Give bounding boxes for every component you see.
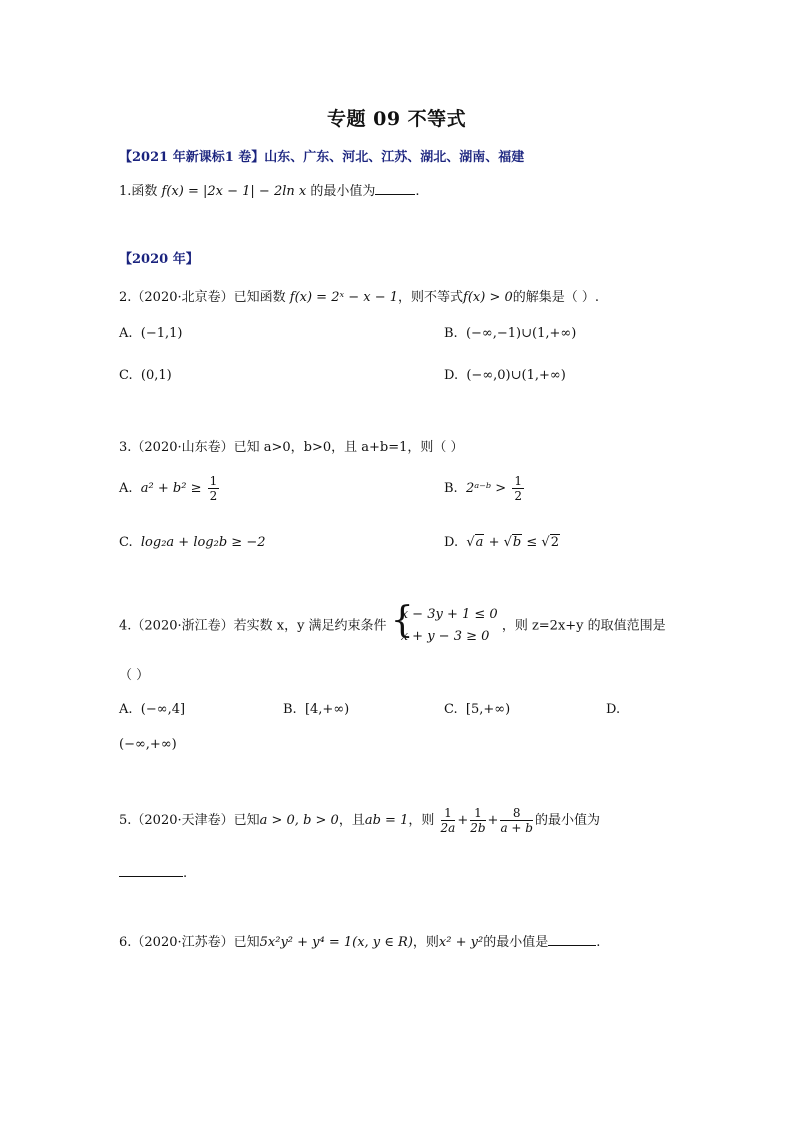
question-2-suffix: 的解集是（ ）. <box>512 290 600 305</box>
question-5-mid: ，且 <box>338 813 365 828</box>
question-2-option-d <box>444 368 566 383</box>
option-value: (−1,1) <box>140 326 183 341</box>
fraction-denominator: a + b <box>500 821 533 835</box>
option-label: C. <box>119 535 133 550</box>
fraction-denominator: 2b <box>470 821 486 835</box>
question-3-option-d <box>444 535 560 550</box>
question-2-option-a <box>119 326 183 341</box>
option-label: D. <box>444 535 459 550</box>
question-5 <box>119 806 600 835</box>
option-label: B. <box>283 702 297 717</box>
page-title: 专题 09 不等式 <box>327 108 467 130</box>
question-3: 3.（2020·山东卷）已知 a>0，b>0，且 a+b=1，则（ ） <box>119 440 464 455</box>
section-heading-2020: 【2020 年】 <box>119 252 199 267</box>
question-2-formula: f(x) = 2ˣ − x − 1 <box>289 290 399 305</box>
option-value: 2ᵃ⁻ᵇ > <box>465 481 507 496</box>
sqrt-b: b <box>512 535 522 550</box>
fraction-numerator: 8 <box>500 806 533 821</box>
fraction-numerator: 1 <box>514 474 522 488</box>
question-6-formula: 5x²y² + y⁴ = 1(x, y ∈ R) <box>259 935 413 950</box>
option-value: (−∞,−1)∪(1,+∞) <box>465 326 577 341</box>
fraction-numerator: 1 <box>470 806 485 821</box>
question-5-period: . <box>183 866 188 881</box>
sqrt-sign: √ <box>503 535 512 550</box>
option-value: [4,+∞) <box>304 702 350 717</box>
question-4-option-d-value: (−∞,+∞) <box>119 737 177 752</box>
option-value: [5,+∞) <box>465 702 511 717</box>
option-value: (−∞,4] <box>140 702 186 717</box>
fraction-denominator: 2 <box>514 489 522 503</box>
question-2-inequality: f(x) > 0 <box>463 290 513 305</box>
fraction-1 <box>441 806 456 835</box>
le-sign: ≤ <box>526 535 538 550</box>
question-2-prefix: 2.（2020·北京卷）已知函数 <box>119 290 286 305</box>
sqrt-sign: √ <box>541 535 550 550</box>
fraction-denominator: 2 <box>209 489 218 503</box>
option-label: A. <box>119 702 133 717</box>
option-label: D. <box>444 368 459 383</box>
answer-blank <box>119 864 183 877</box>
question-4-suffix: ，则 z=2x+y 的取值范围是 <box>501 618 666 634</box>
answer-blank <box>548 933 596 946</box>
plus-sign: + <box>457 813 469 828</box>
question-5-suffix: 的最小值为 <box>534 813 600 828</box>
fraction-denominator: 2a <box>440 821 456 835</box>
question-5-ab: ab = 1 <box>364 813 409 828</box>
question-4 <box>119 600 666 648</box>
option-label: B. <box>444 481 458 496</box>
fraction-numerator: 1 <box>209 474 218 488</box>
option-value: (−∞,0)∪(1,+∞) <box>466 368 566 383</box>
constraint-system <box>390 600 498 648</box>
option-label: A. <box>119 481 133 496</box>
option-value: a² + b² ≥ <box>140 481 202 496</box>
question-5-mid2: ，则 <box>408 813 435 828</box>
question-2-mid: ，则不等式 <box>398 290 464 305</box>
fraction-3 <box>500 806 533 835</box>
question-1-prefix: 1.函数 <box>119 184 158 199</box>
plus-sign: + <box>488 535 500 550</box>
question-6-prefix: 6.（2020·江苏卷）已知 <box>119 935 260 950</box>
option-label: C. <box>119 368 133 383</box>
sqrt-a: a <box>475 535 484 550</box>
question-6-period: . <box>596 935 601 950</box>
question-6-suffix: 的最小值是 <box>483 935 549 950</box>
sqrt-sign: √ <box>466 535 475 550</box>
option-label: C. <box>444 702 458 717</box>
question-2-option-c <box>119 368 172 383</box>
brace-icon: { <box>390 600 414 641</box>
section-heading-2021: 【2021 年新课标1 卷】山东、广东、河北、江苏、湖北、湖南、福建 <box>119 150 525 165</box>
question-4-paren: （ ） <box>119 668 150 683</box>
option-label: B. <box>444 326 458 341</box>
question-3-option-c <box>119 535 265 550</box>
constraint-row-1: x − 3y + 1 ≤ 0 <box>400 607 498 622</box>
answer-blank <box>375 182 415 195</box>
fraction-2 <box>470 806 485 835</box>
question-3-option-a <box>119 474 221 503</box>
option-value: log₂a + log₂b ≥ −2 <box>140 535 266 550</box>
fraction <box>208 474 220 503</box>
question-1 <box>119 180 420 199</box>
fraction <box>512 474 524 503</box>
question-6-target: x² + y² <box>438 935 484 950</box>
question-3-option-b <box>444 474 526 503</box>
question-2-option-b <box>444 326 576 341</box>
question-1-formula: f(x) = |2x − 1| − 2ln x <box>161 184 307 199</box>
fraction-numerator: 1 <box>441 806 456 821</box>
question-2 <box>119 286 599 305</box>
constraint-row-2: x + y − 3 ≥ 0 <box>400 629 490 644</box>
question-1-period: . <box>415 184 420 199</box>
option-value: (0,1) <box>140 368 172 383</box>
question-5-answer-line <box>119 864 187 881</box>
question-5-prefix: 5.（2020·天津卷）已知 <box>119 813 260 828</box>
question-1-suffix: 的最小值为 <box>310 184 376 199</box>
sqrt-2: 2 <box>550 535 559 550</box>
question-4-option-c <box>444 702 510 717</box>
question-5-condition: a > 0, b > 0 <box>259 813 339 828</box>
question-4-option-b <box>283 702 349 717</box>
question-6-mid: ，则 <box>412 935 439 950</box>
question-4-option-d-label: D. <box>606 702 621 717</box>
plus-sign: + <box>487 813 499 828</box>
option-label: A. <box>119 326 133 341</box>
question-6 <box>119 931 600 950</box>
question-4-prefix: 4.（2020·浙江卷）若实数 x，y 满足约束条件 <box>119 618 387 634</box>
question-4-option-a <box>119 702 185 717</box>
